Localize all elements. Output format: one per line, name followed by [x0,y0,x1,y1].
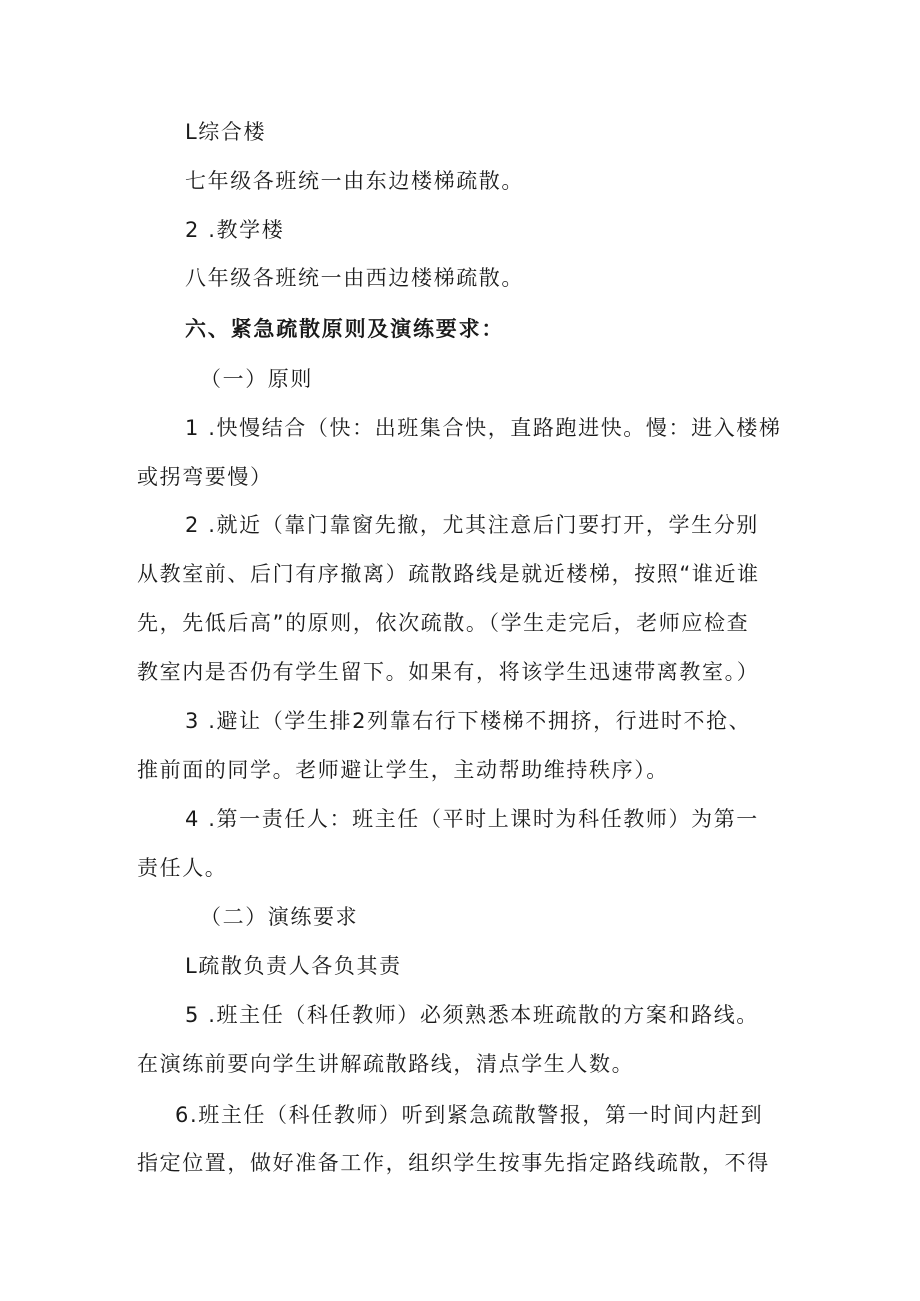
item-5-line-1: 5 .班主任（科任教师）必须熟悉本班疏散的方案和路线。 [185,1003,759,1027]
section-heading-six: 六、紧急疏散原则及演练要求： [185,317,505,341]
item-2-line-2: 从教室前、后门有序撤离）疏散路线是就近楼梯，按照“谁近谁 [137,562,760,586]
item-4-line-2: 责任人。 [137,856,228,880]
requirement-heading-responsibility: L疏散负责人各负其责 [185,954,402,978]
item-2-line-4: 教室内是否仍有学生留下。如果有，将该学生迅速带离教室。） [137,660,760,684]
item-5-line-2: 在演练前要向学生讲解疏散路线，清点学生人数。 [137,1052,635,1076]
paragraph-grade8-route: 八年级各班统一由西边楼梯疏散。 [185,266,524,290]
paragraph-grade7-route: 七年级各班统一由东边楼梯疏散。 [185,169,524,193]
item-3-line-1: 3 .避让（学生排2列靠右行下楼梯不拥挤，行进时不抢、 [185,709,752,733]
item-3-line-2: 推前面的同学。老师避让学生，主动帮助维持秩序）。 [137,758,669,782]
subheading-drill-requirements: （二）演练要求 [200,905,359,929]
item-1-line-2: 或拐弯要慢） [137,465,273,489]
item-4-line-1: 4 .第一责任人：班主任（平时上课时为科任教师）为第一 [185,807,759,831]
item-6-line-1: 6.班主任（科任教师）听到紧急疏散警报，第一时间内赶到 [175,1103,764,1127]
subheading-principles: （一）原则 [200,367,313,391]
heading-teaching-building: 2 .教学楼 [185,218,285,242]
item-1-line-1: 1 .快慢结合（快：出班集合快，直路跑进快。慢：进入楼梯 [185,416,782,440]
heading-comprehensive-building: L综合楼 [185,120,267,144]
item-2-line-3: 先，先低后高”的原则，依次疏散。（学生走完后，老师应检查 [137,611,750,635]
item-2-line-1: 2 .就近（靠门靠窗先撤，尤其注意后门要打开，学生分别 [185,513,759,537]
item-6-line-2: 指定位置，做好准备工作，组织学生按事先指定路线疏散，不得 [137,1151,770,1175]
